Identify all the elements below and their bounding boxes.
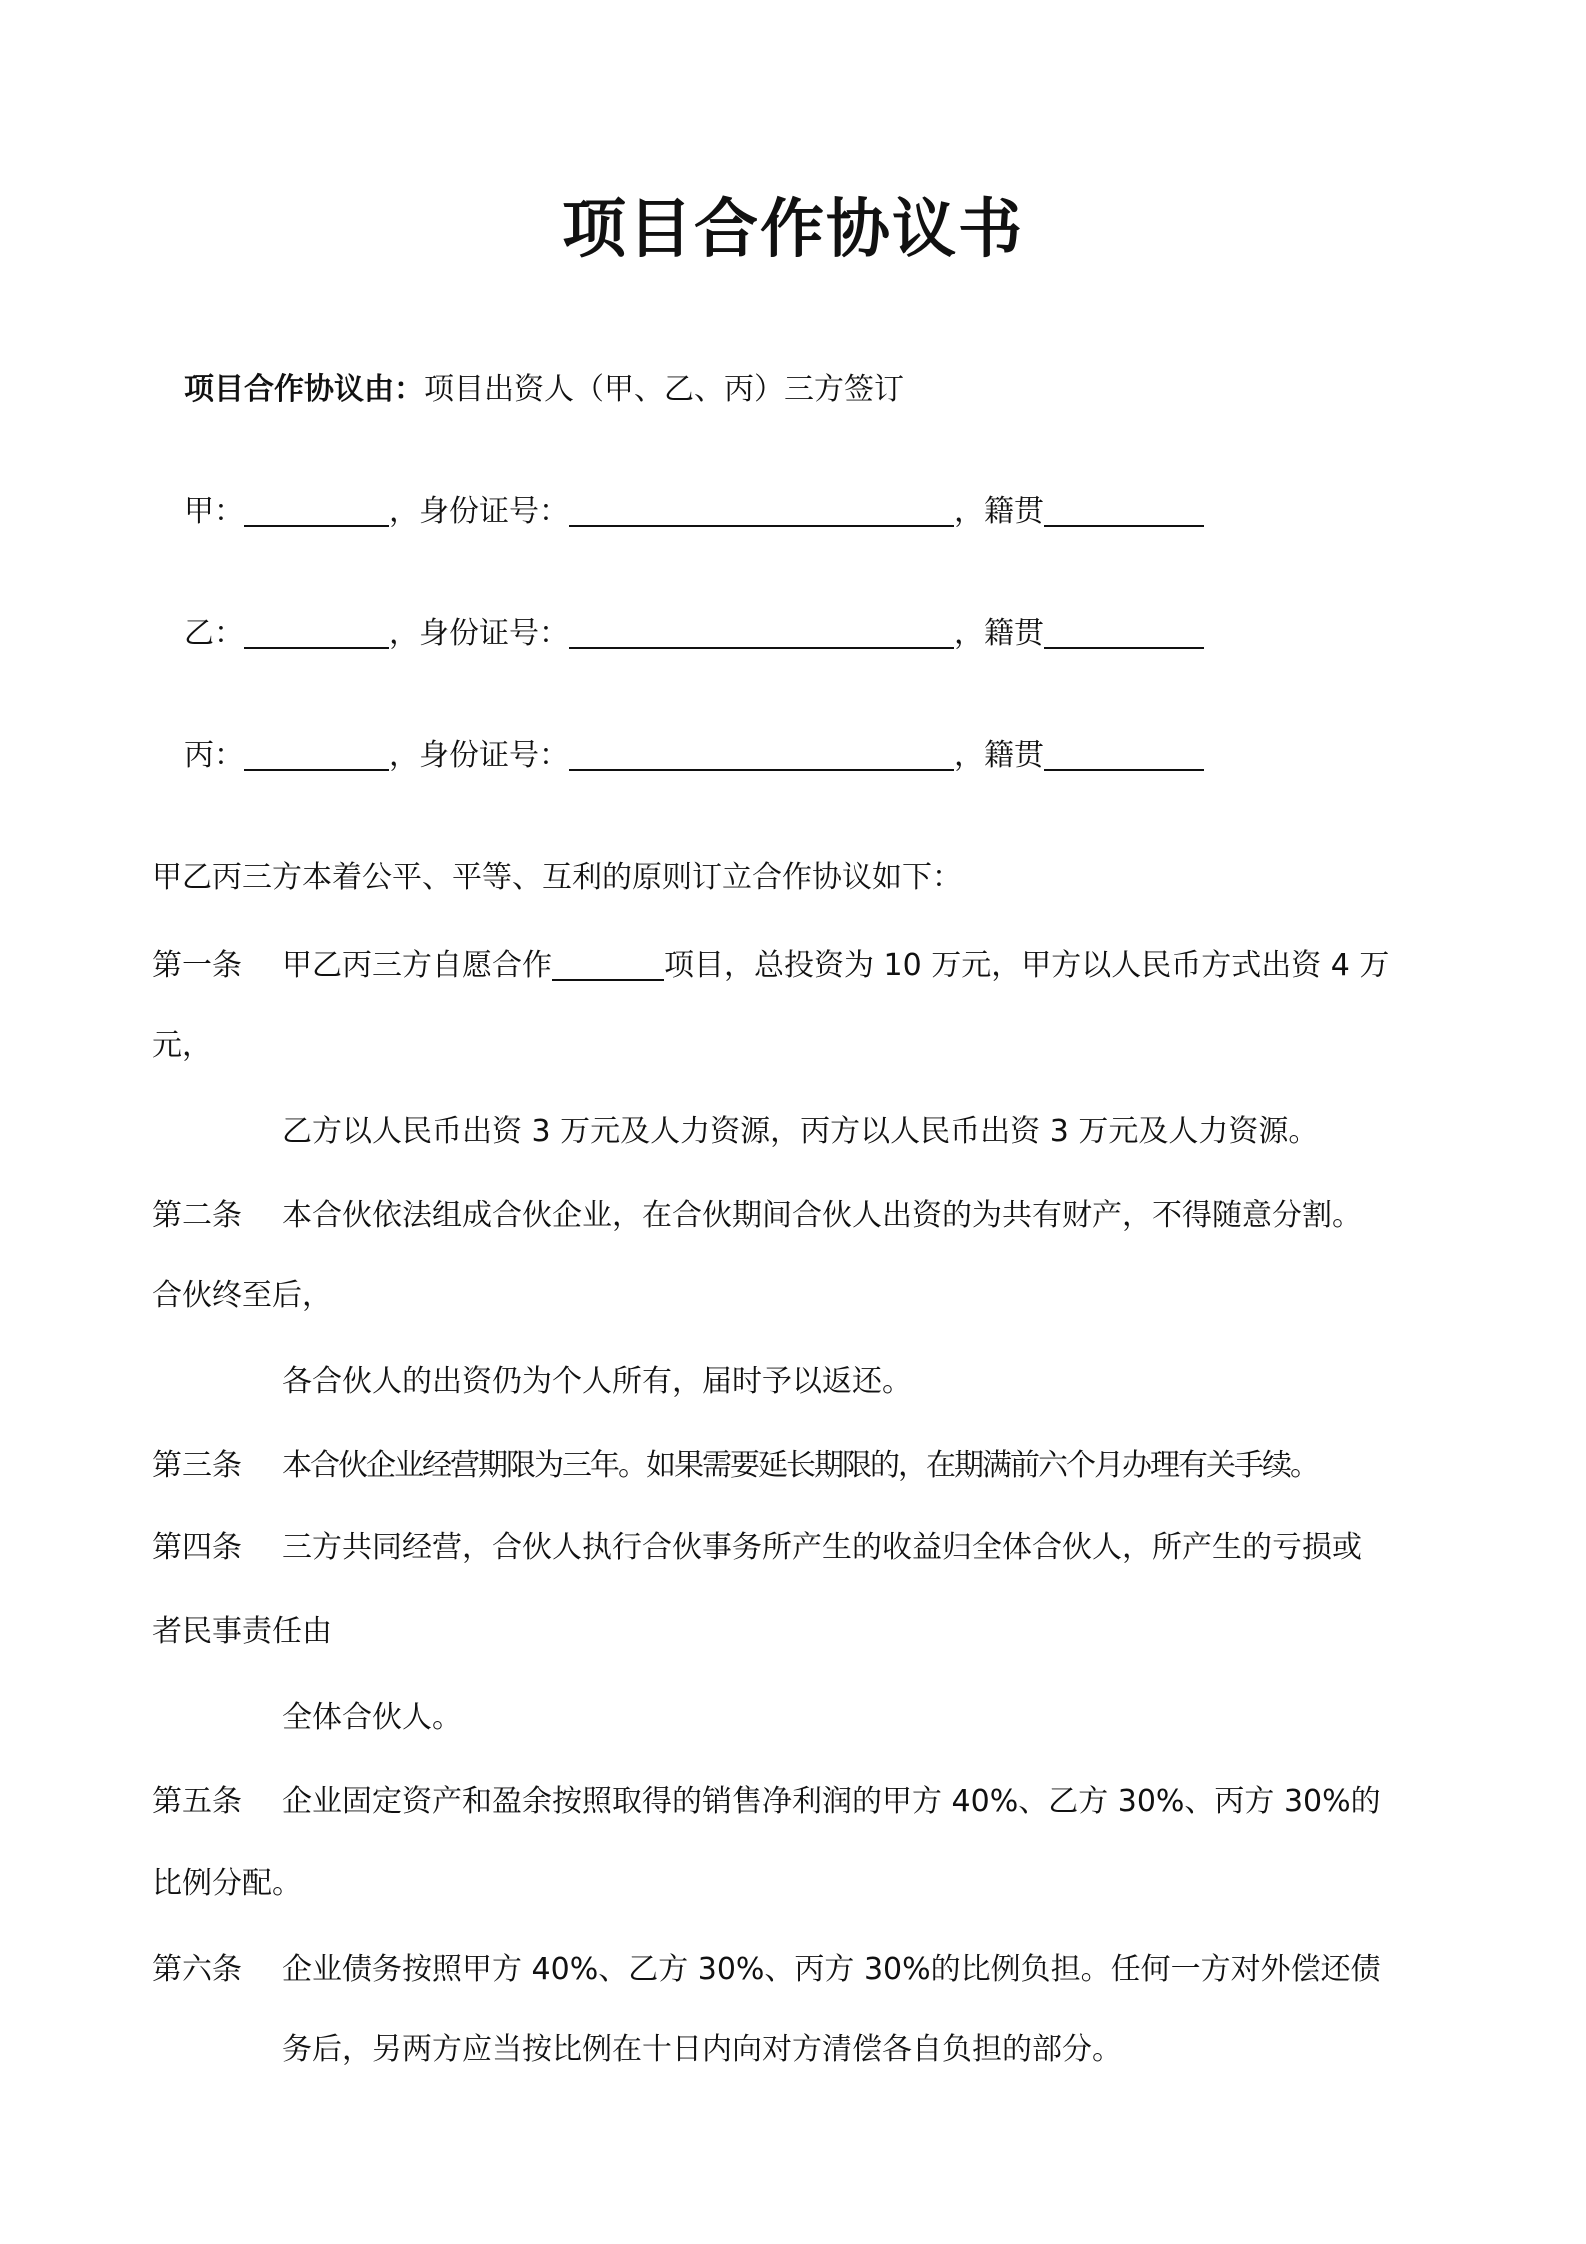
intro-text: 项目出资人（甲、乙、丙）三方签订 — [424, 372, 904, 407]
article-4-text: 三方共同经营，合伙人执行合伙事务所产生的收益归全体合伙人，所产生的亏损或 — [282, 1530, 1362, 1565]
id-label: ，身份证号： — [389, 494, 569, 529]
article-1-line-1 — [152, 946, 1389, 986]
id-blank[interactable] — [569, 617, 954, 649]
party-name: 甲： — [184, 494, 244, 529]
article-1-text-b: 项目，总投资为 10 万元，甲方以人民币方式出资 4 万 — [664, 948, 1390, 983]
article-5-label: 第五条 — [152, 1784, 242, 1819]
intro-line — [184, 370, 904, 410]
origin-blank[interactable] — [1044, 739, 1204, 771]
article-2-line-1 — [152, 1196, 1362, 1236]
name-blank[interactable] — [244, 617, 389, 649]
article-2-indented: 各合伙人的出资仍为个人所有，届时予以返还。 — [282, 1364, 912, 1399]
project-name-blank[interactable] — [552, 949, 664, 981]
name-blank[interactable] — [244, 739, 389, 771]
origin-blank[interactable] — [1044, 617, 1204, 649]
party-row-bing — [184, 736, 1204, 776]
party-row-jia — [184, 492, 1204, 532]
id-blank[interactable] — [569, 495, 954, 527]
article-6-line-1 — [152, 1950, 1381, 1990]
article-6-indented: 务后，另两方应当按比例在十日内向对方清偿各自负担的部分。 — [282, 2032, 1122, 2067]
article-2-label: 第二条 — [152, 1198, 242, 1233]
article-4-label: 第四条 — [152, 1530, 242, 1565]
article-5-line-1 — [152, 1782, 1381, 1822]
article-4-line-1 — [152, 1528, 1362, 1568]
intro-label: 项目合作协议由： — [184, 372, 424, 407]
article-6-text: 企业债务按照甲方 40%、乙方 30%、丙方 30%的比例负担。任何一方对外偿还债 — [282, 1952, 1381, 1987]
party-name: 丙： — [184, 738, 244, 773]
article-3-line-1 — [152, 1446, 1318, 1486]
article-5-continuation: 比例分配。 — [152, 1866, 302, 1901]
name-blank[interactable] — [244, 495, 389, 527]
origin-label: ，籍贯 — [954, 738, 1044, 773]
article-1-indented: 乙方以人民币出资 3 万元及人力资源，丙方以人民币出资 3 万元及人力资源。 — [282, 1114, 1319, 1149]
id-blank[interactable] — [569, 739, 954, 771]
article-6-label: 第六条 — [152, 1952, 242, 1987]
party-row-yi — [184, 614, 1204, 654]
preamble: 甲乙丙三方本着公平、平等、互利的原则订立合作协议如下： — [152, 860, 962, 895]
article-5-text: 企业固定资产和盈余按照取得的销售净利润的甲方 40%、乙方 30%、丙方 30%的 — [282, 1784, 1381, 1819]
id-label: ，身份证号： — [389, 738, 569, 773]
article-2-text: 本合伙依法组成合伙企业，在合伙期间合伙人出资的为共有财产，不得随意分割。 — [282, 1198, 1362, 1233]
article-3-label: 第三条 — [152, 1448, 242, 1483]
article-2-continuation: 合伙终至后， — [152, 1278, 332, 1313]
id-label: ，身份证号： — [389, 616, 569, 651]
document-title: 项目合作协议书 — [562, 193, 1024, 267]
article-4-continuation: 者民事责任由 — [152, 1614, 332, 1649]
article-1-text-a: 甲乙丙三方自愿合作 — [282, 948, 552, 983]
article-3-text: 本合伙企业经营期限为三年。如果需要延长期限的，在期满前六个月办理有关手续。 — [282, 1448, 1318, 1483]
article-1-continuation: 元， — [152, 1028, 212, 1063]
article-1-label: 第一条 — [152, 948, 242, 983]
origin-blank[interactable] — [1044, 495, 1204, 527]
article-4-indented: 全体合伙人。 — [282, 1700, 462, 1735]
origin-label: ，籍贯 — [954, 494, 1044, 529]
origin-label: ，籍贯 — [954, 616, 1044, 651]
party-name: 乙： — [184, 616, 244, 651]
